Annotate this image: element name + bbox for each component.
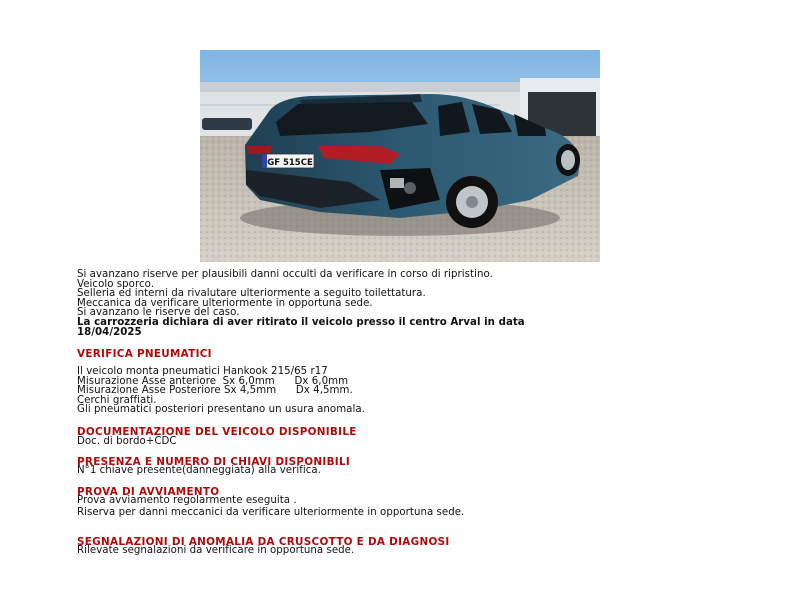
declaration-word: ritirato: [256, 316, 298, 328]
intro-line: Selleria ed interni da rivalutare ulteriormente a seguito toilettatura.: [77, 288, 426, 300]
tyres-line: Gli pneumatici posteriori presentano un usura anomala.: [77, 404, 365, 416]
declaration-word: Arval: [450, 316, 481, 328]
dashboard-line: Rilevate segnalazioni da verificare in opportuna sede.: [77, 545, 355, 556]
declaration-word: dichiara: [162, 316, 210, 328]
declaration-word: di: [212, 316, 224, 328]
dashboard-heading: SEGNALAZIONI DI ANOMALIA DA CRUSCOTTO E DA DIAGNOSI: [77, 536, 450, 548]
declaration-word: aver: [227, 316, 253, 328]
intro-line: Veicolo sporco.: [77, 278, 155, 290]
intro-line: Si avanzano le riserve del caso.: [77, 307, 240, 319]
keys-notes: [77, 466, 725, 476]
tyres-notes: [77, 367, 725, 415]
documents-heading: DOCUMENTAZIONE DEL VEICOLO DISPONIBILE: [77, 426, 357, 438]
declaration-word: presso: [356, 316, 396, 328]
declaration-word: data: [498, 316, 525, 328]
documents-line: Doc. di bordo+CDC: [77, 436, 177, 447]
documents-notes: [77, 437, 725, 447]
tyres-heading: VERIFICA PNEUMATICI: [77, 348, 212, 360]
declaration-line: [77, 318, 725, 328]
intro-line: Si avanzano riserve per plausibili danni occulti da verificare in corso di ripristino.: [77, 269, 493, 280]
intro-line: Meccanica da verificare ulteriormente in opportuna sede.: [77, 297, 373, 309]
car-photo-illustration: [200, 50, 600, 262]
declaration-word: il: [301, 316, 309, 328]
declaration-word: veicolo: [311, 316, 353, 328]
start-test-heading: PROVA DI AVVIAMENTO: [77, 486, 220, 498]
license-plate: GF 515CE: [267, 158, 313, 168]
dashboard-notes: [77, 546, 725, 556]
declaration-word: centro: [409, 316, 447, 328]
declaration-word: in: [484, 316, 495, 328]
tyres-line: Cerchi graffiati.: [77, 394, 157, 406]
damaged-car-photo: [200, 50, 600, 262]
start-test-notes: [77, 496, 725, 519]
declaration-word: carrozzeria: [94, 316, 159, 328]
tyres-line: Misurazione Asse anteriore Sx 6,0mm Dx 6,0mm: [77, 375, 349, 387]
intro-notes: [77, 270, 725, 337]
start-test-line: Riserva per danni meccanici da verificare ulteriormente in opportuna sede.: [77, 506, 465, 518]
tyres-line: Misurazione Asse Posteriore Sx 4,5mm Dx 4,5mm.: [77, 385, 353, 397]
tyres-line: Il veicolo monta pneumatici Hankook 215/65 r17: [77, 366, 328, 377]
declaration-date: 18/04/2025: [77, 326, 142, 338]
declaration-word: il: [398, 316, 406, 328]
keys-heading: PRESENZA E NUMERO DI CHIAVI DISPONIBILI: [77, 456, 351, 468]
keys-line: N°1 chiave presente(danneggiata) alla verifica.: [77, 465, 321, 476]
declaration-word: La: [77, 316, 91, 328]
start-test-line: Prova avviamento regolarmente eseguita .: [77, 495, 297, 506]
